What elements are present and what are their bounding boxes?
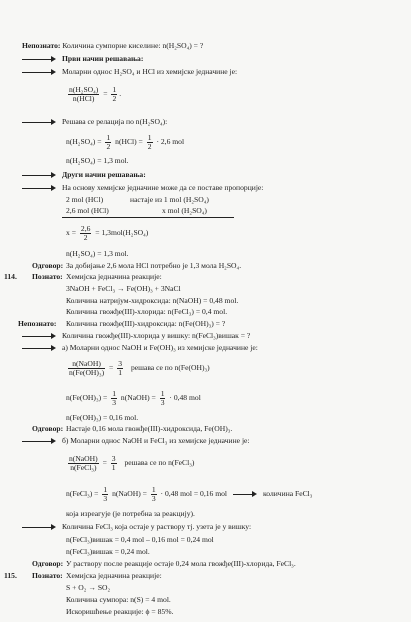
reaction-equation: 3NaOH + FeCl₃ → Fe(OH)₃ + 3NaCl — [66, 284, 181, 293]
excess-result: n(FeCl₃)вишак = 0,24 mol. — [66, 547, 150, 556]
unknown-label-2: Непознато: — [18, 319, 57, 328]
method-one-heading: Први начин решавања: — [22, 55, 143, 63]
right-arrow-icon — [22, 56, 56, 62]
excess-amount-text: Количина FeCl₃ која остаје у раствору тј. узета је у вишку: — [22, 523, 251, 531]
answer-label-b: Одговор: — [32, 559, 64, 568]
proportion-row-1: 2 mol (HCl) — [66, 195, 104, 204]
calc-equation: n(H₂SO₄) = $\frac{1}{2}$ n(HCl) = $\frac{1}{2}$ · 2,6 mol — [66, 133, 185, 151]
excess-calc: n(FeCl₃)вишак = 0,4 mol – 0,16 mol = 0,24 mol — [66, 535, 214, 544]
known-label: Познато: — [32, 272, 63, 281]
known-text-115: Хемијска једначина реакције: — [66, 571, 162, 580]
method-two-heading: Други начин решавања: — [22, 171, 146, 179]
naoh-amount: Количина натријум-хидроксида: n(NaOH) = 0,48 mol. — [66, 296, 239, 305]
ratio-equation-a: $\frac{\text{n(NaOH)}}{\text{n(Fe(OH)₃)}}$ = $\frac{3}{1}$ решава се по n(Fe(OH)₃) — [69, 359, 210, 377]
answer-line: Одговор: — [32, 261, 64, 270]
proportion-row-2-right: x mol (H₂SO₄) — [162, 206, 207, 215]
x-equation: x = $\frac{2,6}{2}$ = 1,3mol(H₂SO₄) — [66, 224, 149, 242]
answer-text: За добијање 2,6 мола HCl потребно је 1,3 мола H₂SO₄. — [66, 261, 242, 270]
right-arrow-icon — [22, 524, 56, 530]
result-line: n(H₂SO₄) = 1,3 mol. — [66, 156, 129, 165]
ratio-fraction: $\frac{\text{n(H₂SO₄)}}{\text{n(HCl)}}$ — [69, 85, 99, 103]
calc-equation-b: n(FeCl₃) = $\frac{1}{3}$ n(NaOH) = $\frac{1}{3}$ · 0,48 mol = 0,16 mol количина FeCl₃ — [66, 485, 313, 503]
result-line-2: n(H₂SO₄) = 1,3 mol. — [66, 249, 129, 258]
proportion-text: На основу хемијске једначине може да се поставе пропорције: — [22, 184, 263, 192]
reacts-text: која изреагује (је потребна за реакцију). — [66, 509, 195, 518]
known-text: Хемијска једначина реакције: — [66, 272, 162, 281]
answer-text-b: У раствору после реакције остаје 0,24 мола гвожђе(III)-хлорида, FeCl₃. — [66, 559, 296, 568]
sulfur-amount: Количина сумпора: n(S) = 4 mol. — [66, 595, 171, 604]
right-arrow-icon — [22, 438, 56, 444]
problem-number-114: 114. — [4, 272, 17, 281]
right-arrow-icon — [233, 491, 257, 497]
molar-ratio-text: Моларни однос H₂SO₄ и HCl из хемијске једначине је: — [22, 68, 237, 76]
proportion-divider — [62, 217, 234, 218]
right-arrow-icon — [22, 185, 56, 191]
known-label-115: Познато: — [32, 571, 63, 580]
right-arrow-icon — [22, 172, 56, 178]
answer-label-a: Одговор: — [32, 424, 64, 433]
right-arrow-icon — [22, 345, 56, 351]
unknown-text: Количина сумпорне киселине: n(H₂SO₄) = ? — [62, 41, 204, 50]
right-arrow-icon — [22, 333, 56, 339]
proportion-row-1-right: настаје из 1 mol (H₂SO₄) — [130, 195, 209, 204]
unknown-line — [22, 42, 203, 50]
answer-text-a: Настаје 0,16 мола гвожђе(III)-хидроксида, Fe(OH)₃. — [66, 424, 233, 433]
ratio-value-fraction: $\frac{1}{2}$ — [112, 85, 117, 103]
result-a: n(Fe(OH)₃) = 0,16 mol. — [66, 413, 139, 422]
fecl3-amount: Количина гвожђе(III)-хлорида: n(FeCl₃) = 0,4 mol. — [66, 307, 228, 316]
excess-question: Количина гвожђе(III)-хлорида у вишку: n(FeCl₃)вишак = ? — [22, 332, 250, 340]
molar-ratio-equation: $\frac{\text{n(H₂SO₄)}}{\text{n(HCl)}}$ = $\frac{1}{2}$ . — [69, 85, 122, 103]
problem-number-115: 115. — [4, 571, 17, 580]
unknown-label: Непознато: — [22, 41, 61, 50]
proportion-row-2: 2,6 mol (HCl) — [66, 206, 109, 215]
part-b-text: б) Моларни однос NaOH и FeCl₃ из хемијске једначине је: — [22, 437, 250, 445]
reaction-yield: Искоришћење реакције: ϕ = 85%. — [66, 607, 174, 616]
right-arrow-icon — [22, 119, 56, 125]
solve-relation-text: Решава се релација по n(H₂SO₄): — [22, 118, 167, 126]
unknown-text-2: Количина гвожђе(III)-хидроксида: n(Fe(OH)₃) = ? — [66, 319, 226, 328]
right-arrow-icon — [22, 69, 56, 75]
ratio-equation-b: $\frac{\text{n(NaOH)}}{\text{n(FeCl₃)}}$ = $\frac{3}{1}$ решава се по n(FeCl₃) — [69, 454, 195, 472]
sulfur-reaction: S + O₂ → SO₂ — [66, 583, 111, 592]
calc-equation-a: n(Fe(OH)₃) = $\frac{1}{3}$ n(NaOH) = $\frac{1}{3}$ · 0,48 mol — [66, 389, 201, 407]
part-a-text: а) Моларни однос NaOH и Fe(OH)₃ из хемијске једначине је: — [22, 344, 258, 352]
